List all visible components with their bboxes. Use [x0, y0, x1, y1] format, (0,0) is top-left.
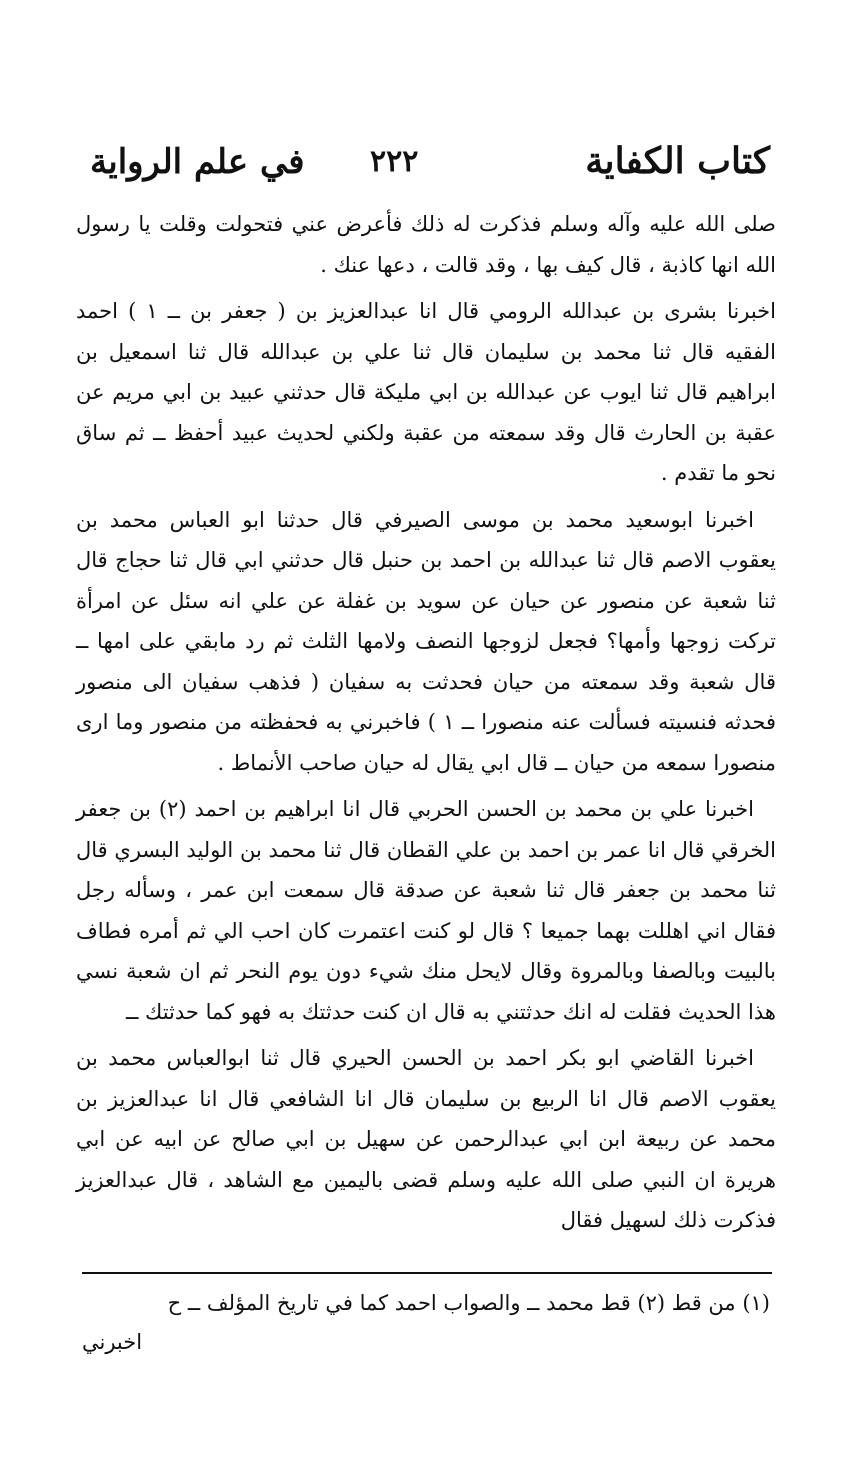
paragraph	[76, 204, 776, 285]
main-text	[76, 204, 776, 1241]
text-line: الاصم قال انا الربيع بن سليمان قال انا الشافعي قال انا عبدالعزيز بن محمد عن ربيعة	[76, 1086, 776, 1151]
paragraph	[76, 291, 776, 494]
text-line: صلى الله عليه وآله وسلم فذكرت له ذلك فأعرض عني فتحولت وقلت يا رسول الله	[76, 212, 776, 277]
text-line: سمعه من حيان ــ قال ابي يقال له حيان صاحب الأنماط .	[217, 750, 707, 775]
text-line: وقد سمعته من حيان فحدثت به سفيان ( فذهب سفيان الى منصور فحدثه فنسيته	[76, 669, 776, 734]
text-line: جعفر قال ثنا شعبة عن صدقة قال سمعت ابن عمر ، وسأله رجل فقال اني اهللت بهما	[76, 878, 776, 943]
text-line: ابن ابي عبدالرحمن عن سهيل بن ابي صالح عن ابيه عن ابي هريرة ان النبي صلى الله	[76, 1127, 776, 1192]
text-line: اخبرنا القاضي ابو بكر احمد بن الحسن الحيري قال ثنا ابوالعباس محمد بن يعقوب	[76, 1046, 776, 1111]
footnote-divider	[82, 1272, 772, 1274]
text-line: انها كاذبة ، قال كيف بها ، وقد قالت ، دعها عنك .	[320, 252, 739, 277]
paragraph	[76, 500, 776, 784]
text-line: قال انا عمر بن احمد بن علي القطان قال ثنا محمد بن الوليد البسري قال ثنا محمد بن	[76, 837, 776, 902]
footnote: (١) من قط (٢) قط محمد ــ والصواب احمد كما في تاريخ المؤلف ــ ح	[167, 1291, 770, 1315]
page-number: ٢٢٢	[370, 144, 419, 179]
text-line: قال وقد سمعته من عقبة ولكني لحديث عبيد أحفظ ــ ثم ساق نحو ما تقدم .	[76, 420, 776, 485]
text-line: جميعا ؟ قال لو كنت اعتمرت كان احب الي ثم أمره فطاف بالبيت وبالصفا	[76, 918, 776, 983]
text-line: شعبة عن منصور عن حيان عن سويد بن غفلة عن علي انه سئل عن امرأة تركت	[76, 588, 776, 653]
text-line: ايوب عن عبدالله بن ابي مليكة قال حدثني عبيد بن ابي مريم عن عقبة بن الحارث	[76, 380, 776, 445]
text-line: قال ثنا محمد بن سليمان قال ثنا علي بن عبدالله قال ثنا اسمعيل بن ابراهيم قال ثنا	[76, 339, 776, 404]
text-line: فسألت عنه منصورا ــ ١ ) فاخبرني به فحفظته من منصور وما ارى منصورا	[76, 710, 776, 775]
paragraph	[76, 1038, 776, 1241]
text-line: زوجها وأمها؟ فجعل لزوجها النصف ولامها الثلث ثم رد مابقي على امها ــ قال شعبة	[76, 629, 776, 694]
book-title: كتاب الكفاية	[585, 140, 770, 182]
book-subtitle: في علم الرواية	[90, 142, 305, 182]
text-line: اخبرنا علي بن محمد بن الحسن الحربي قال انا ابراهيم بن احمد (٢) بن جعفر الخرقي	[76, 797, 776, 862]
catchword: اخبرني	[82, 1330, 143, 1354]
text-line: عليه وسلم قضى باليمين مع الشاهد ، قال عبدالعزيز فذكرت ذلك لسهيل فقال	[76, 1167, 776, 1232]
text-line: الاصم قال ثنا عبدالله بن احمد بن حنبل قال حدثني ابي قال ثنا حجاج قال ثنا	[76, 548, 776, 613]
paragraph	[76, 789, 776, 1032]
text-line: فقلت له انك حدثتني به قال ان كنت حدثتك به فهو كما حدثتك ــ	[126, 999, 672, 1024]
text-line: وبالمروة وقال لايحل منك شيء دون يوم النحر ثم ان شعبة نسي هذا الحديث	[76, 959, 776, 1024]
text-line: اخبرنا ابوسعيد محمد بن موسى الصيرفي قال حدثنا ابو العباس محمد بن يعقوب	[76, 507, 776, 572]
text-line: اخبرنا بشرى بن عبدالله الرومي قال انا عبدالعزيز بن ( جعفر بن ــ ١ ) احمد الفقيه	[76, 299, 776, 364]
running-header	[90, 140, 770, 200]
